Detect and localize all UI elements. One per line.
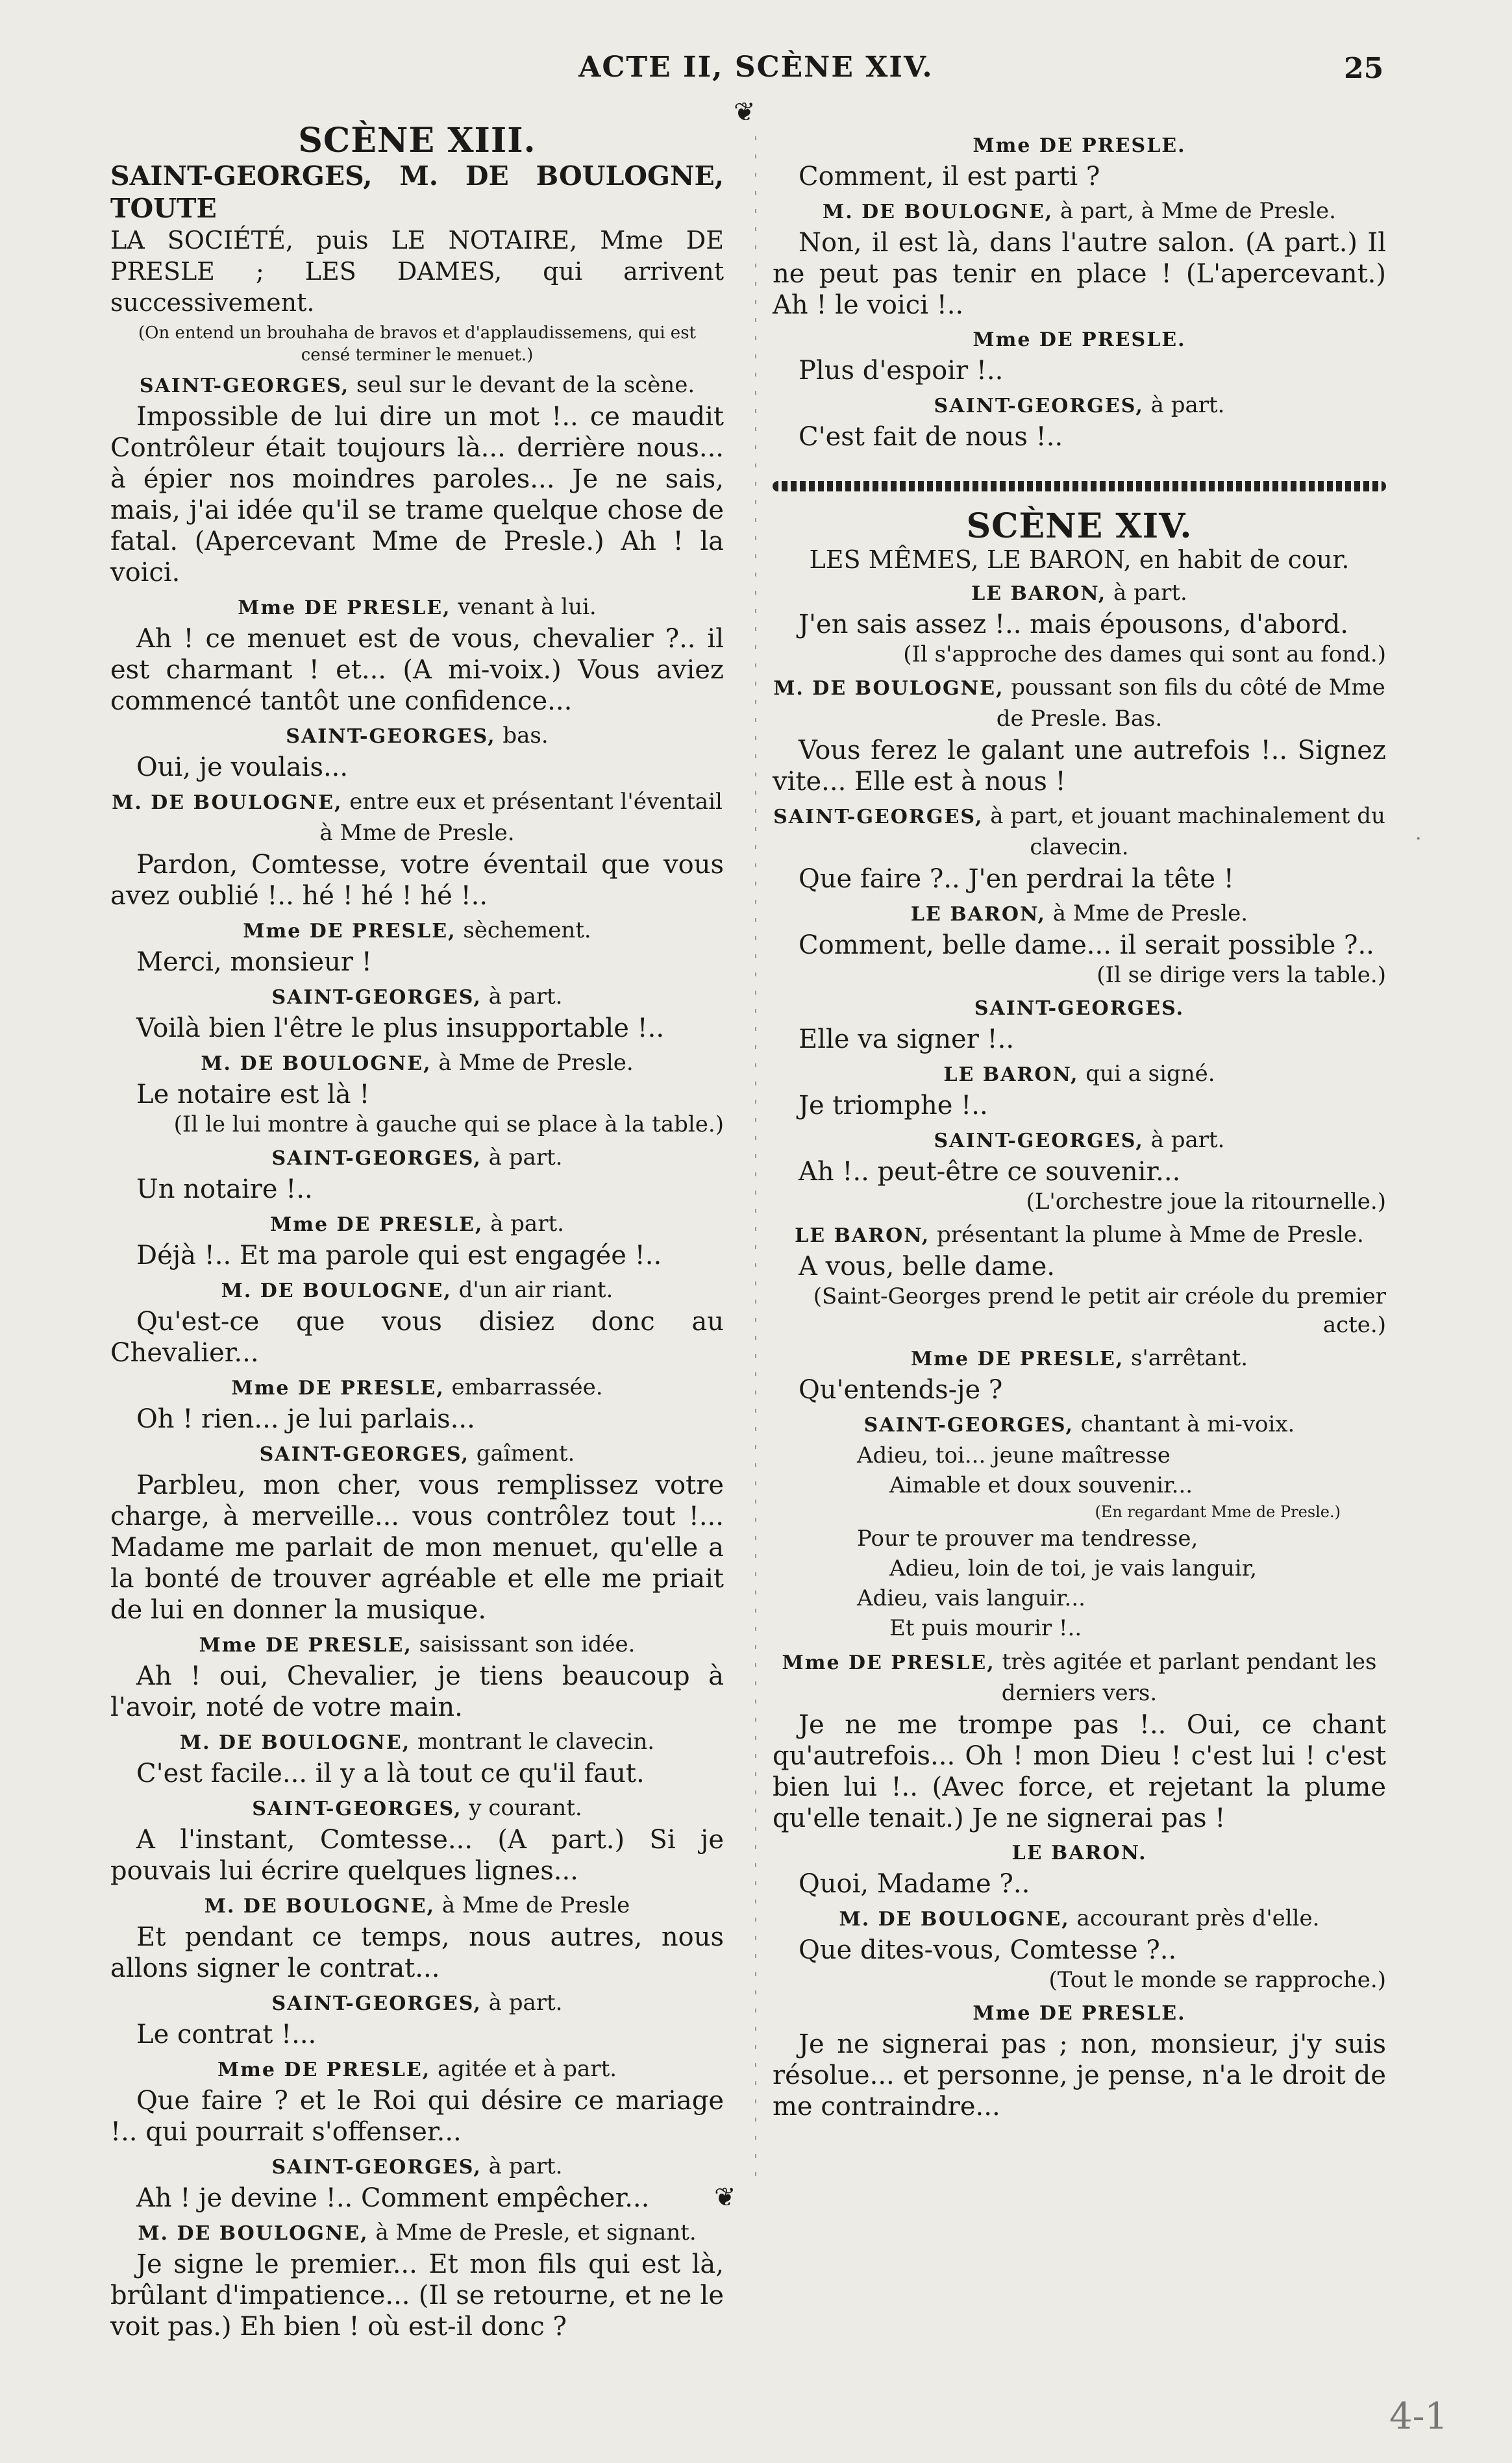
speaker-label: SAINT-GEORGES, [286,725,496,748]
speaker-direction: chantant à mi-voix. [1073,1411,1295,1437]
speaker-label: M. DE BOULOGNE, [823,201,1054,223]
speaker-label: SAINT-GEORGES, [934,1130,1144,1152]
speaker-label: M. DE BOULOGNE, [201,1052,432,1075]
page-number: 25 [1344,52,1384,85]
dialogue-line: Que faire ? et le Roi qui désire ce mariage !.. qui pourrait s'offenser... [110,2086,724,2147]
speaker-name [110,915,724,947]
speaker-name [110,1143,724,1174]
speaker-label: LE BARON, [943,1063,1079,1086]
speaker-label: LE BARON, [910,903,1046,926]
dialogue-line: C'est fait de nous !.. [799,422,1063,452]
speaker-direction: y courant. [462,1795,582,1821]
speaker-label: LE BARON. [1011,1842,1147,1864]
dialogue-line: C'est facile... il y a là tout ce qu'il faut. [136,1759,645,1788]
speaker-name [110,1727,724,1758]
speaker-direction: seul sur le devant de la scène. [349,372,695,398]
stray-mark: · [1415,828,1422,850]
dialogue-line: Voilà bien l'être le plus insupportable !.. [136,1013,665,1043]
speaker-direction: très agitée et parlant pendant les derniers vers. [995,1649,1377,1706]
speaker-name [773,1998,1386,2029]
dialogue-line: Ah !.. peut-être ce souvenir... [799,1157,1181,1187]
speaker-name [773,130,1386,161]
speaker-label: M. DE BOULOGNE, [221,1280,452,1302]
speaker-label: SAINT-GEORGES, [934,395,1144,417]
speaker-direction: à part. [1143,392,1225,418]
dialogue-line: Et pendant ce temps, nous autres, nous allons signer le contrat... [110,1922,724,1983]
dialogue-line: A vous, belle dame. [799,1252,1056,1281]
verse-line: Adieu, vais languir... [857,1585,1085,1611]
speaker-name [773,993,1386,1024]
dialogue-line: Le contrat !... [136,2020,317,2049]
speaker-name [110,1209,724,1240]
speaker-name [773,196,1386,227]
dialogue-line: Je triomphe !.. [799,1091,988,1120]
dialogue-line: Elle va signer !.. [799,1024,1015,1054]
dialogue-line: Merci, monsieur ! [136,947,372,977]
dialogue-line: Parbleu, mon cher, vous remplissez votre charge, à merveille... vous contrôlez tout !... Madame me parlait de mon menuet, qu'elle a la bonté de trouver agréable et elle me priait de lui en donner la musique. [110,1470,724,1625]
speaker-direction: saisissant son idée. [412,1631,636,1657]
speaker-label: Mme DE PRESLE, [910,1348,1124,1370]
speaker-direction: entre eux et présentant l'éventail à Mme de Presle. [319,789,723,846]
speaker-name [110,370,724,401]
scene-xiii-note: (On entend un brouhaha de bravos et d'applaudissemens, qui est censé terminer le menuet.) [138,323,696,365]
stage-direction: (Il le lui montre à gauche qui se place à la table.) [173,1111,724,1137]
speaker-name [773,1647,1386,1709]
speaker-name [110,2218,724,2249]
speaker-name [110,1890,724,1922]
speaker-direction: à part. [1106,580,1187,606]
speaker-label: Mme DE PRESLE. [973,328,1186,351]
speaker-name [110,1988,724,2019]
dialogue-line: Je ne signerai pas ; non, monsieur, j'y suis résolue... et personne, je pense, n'a le droit de me contraindre... [773,2029,1386,2122]
speaker-name [110,1275,724,1306]
speaker-name [110,982,724,1013]
speaker-label: Mme DE PRESLE, [199,1634,412,1657]
speaker-label: SAINT-GEORGES, [271,1147,482,1170]
speaker-direction: montrant le clavecin. [410,1729,655,1755]
speaker-label: Mme DE PRESLE, [217,2059,431,2081]
speaker-direction: à part. [483,1211,564,1237]
speaker-name [773,390,1386,421]
speaker-direction: sèchement. [456,917,591,943]
speaker-direction: embarrassée. [444,1374,603,1400]
dialogue-line: Comment, il est parti ? [799,162,1100,192]
speaker-label: M. DE BOULOGNE, [179,1731,411,1754]
speaker-label: SAINT-GEORGES, [259,1443,469,1466]
dialogue-line: Le notaire est là ! [136,1080,370,1109]
speaker-label: SAINT-GEORGES, [863,1414,1074,1437]
speaker-label: Mme DE PRESLE. [973,134,1186,157]
speaker-name [110,592,724,623]
speaker-name [110,2054,724,2085]
song-verse-note: (En regardant Mme de Presle.) [1095,1503,1341,1521]
speaker-direction: à Mme de Presle, et signant. [368,2220,697,2246]
speaker-label: M. DE BOULOGNE, [839,1908,1070,1931]
speaker-direction: à Mme de Presle [434,1892,630,1918]
speaker-label: Mme DE PRESLE. [973,2002,1186,2025]
speaker-name [773,673,1386,735]
speaker-label: M. DE BOULOGNE, [204,1895,435,1918]
speaker-name [110,2151,724,2183]
speaker-label: SAINT-GEORGES, [252,1798,462,1820]
dialogue-line: Déjà !.. Et ma parole qui est engagée !.. [136,1241,662,1270]
speaker-direction: gaîment. [469,1441,575,1467]
speaker-name [110,1629,724,1661]
stage-direction: (Saint-Georges prend le petit air créole du premier acte.) [813,1283,1386,1338]
speaker-direction: agitée et à part. [430,2056,617,2082]
ornament-bottom-icon: ❦ [714,2183,736,2212]
stage-direction: (L'orchestre joue la ritournelle.) [1026,1189,1386,1215]
right-dialogue-b [773,578,1386,1441]
dialogue-line: J'en sais assez !.. mais épousons, d'abord. [799,610,1349,639]
dialogue-line: Comment, belle dame... il serait possible ?.. [799,930,1374,960]
dialogue-line: Ah ! je devine !.. Comment empêcher... [136,2183,650,2213]
dialogue-line: Quoi, Madame ?.. [799,1869,1030,1899]
dialogue-line: Un notaire !.. [136,1174,313,1204]
speaker-name [110,1048,724,1079]
speaker-direction: à part. [481,1145,563,1170]
speaker-name [773,801,1386,863]
verse-line: Pour te prouver ma tendresse, [857,1526,1198,1552]
dialogue-line: Oh ! rien... je lui parlais... [136,1404,475,1434]
speaker-label: SAINT-GEORGES, [773,806,984,828]
dialogue-line: Pardon, Comtesse, votre éventail que vous avez oublié !.. hé ! hé ! hé !.. [110,850,724,911]
dialogue-line: Plus d'espoir !.. [799,356,1004,386]
speaker-label: LE BARON, [971,582,1107,605]
dialogue-line: Je signe le premier... Et mon fils qui est là, brûlant d'impatience... (Il se retourne, et ne le voit pas.) Eh bien ! où est-il donc ? [110,2249,724,2342]
speaker-label: Mme DE PRESLE, [238,597,451,619]
scene-xiii-title: SCÈNE XIII. [298,121,536,160]
stage-direction: (Tout le monde se rapproche.) [1048,1967,1386,1993]
speaker-name [773,1220,1386,1251]
speaker-direction: accourant près d'elle. [1069,1905,1320,1931]
dialogue-line: Oui, je voulais... [136,752,349,782]
speaker-label: M. DE BOULOGNE, [138,2222,369,2245]
dialogue-line: Je ne me trompe pas !.. Oui, ce chant qu'autrefois... Oh ! mon Dieu ! c'est lui ! c'est bien lui !.. (Avec force, et rejetant la plume qu'elle tenait.) Je ne signerai pas ! [773,1710,1386,1833]
verse-line: Aimable et doux souvenir... [889,1472,1193,1498]
speaker-direction: à part, à Mme de Presle. [1053,198,1336,224]
speaker-name [110,721,724,752]
speaker-name [110,787,724,849]
speaker-direction: à part. [1143,1127,1225,1153]
speaker-label: SAINT-GEORGES, [271,2156,482,2179]
speaker-direction: s'arrêtant. [1124,1345,1248,1371]
speaker-direction: à part, et jouant machinalement du clavecin. [983,803,1385,860]
speaker-direction: à part. [481,2153,563,2179]
speaker-direction: d'un air riant. [451,1277,613,1303]
speaker-name [773,325,1386,355]
scene-xiii-cast: SAINT-GEORGES, M. DE BOULOGNE, TOUTE [110,160,724,224]
dialogue-line: A l'instant, Comtesse... (A part.) Si je pouvais lui écrire quelques lignes... [110,1825,724,1886]
stage-direction: (Il s'approche des dames qui sont au fond.) [903,641,1386,667]
right-column [773,127,1386,2122]
speaker-direction: à Mme de Presle. [431,1050,634,1076]
speaker-label: LE BARON, [795,1224,930,1247]
stage-direction: (Il se dirige vers la table.) [1097,962,1386,988]
speaker-label: Mme DE PRESLE, [243,920,456,943]
speaker-name [773,1059,1386,1090]
speaker-direction: à Mme de Presle. [1045,900,1248,926]
speaker-direction: présentant la plume à Mme de Presle. [930,1222,1364,1248]
corner-mark: 4-1 [1389,2395,1448,2438]
speaker-name [773,578,1386,609]
speaker-direction: à part. [481,1990,563,2016]
speaker-name [773,898,1386,930]
verse-line: Adieu, loin de toi, je vais languir, [889,1555,1258,1581]
right-dialogue-c [773,1647,1386,2122]
dialogue-line: Qu'entends-je ? [799,1375,1003,1405]
speaker-label: M. DE BOULOGNE, [773,677,1004,700]
speaker-label: Mme DE PRESLE, [270,1213,484,1236]
speaker-direction: venant à lui. [451,594,597,620]
ornament-top-icon: ❦ [734,97,756,127]
right-dialogue-a [773,130,1386,452]
speaker-direction: qui a signé. [1078,1061,1215,1087]
speaker-name [110,1372,724,1404]
speaker-name [773,1409,1386,1441]
speaker-name [773,1838,1386,1868]
dialogue-line: Ah ! oui, Chevalier, je tiens beaucoup à l'avoir, noté de votre main. [110,1661,724,1722]
verse-line: Et puis mourir !.. [889,1615,1082,1641]
speaker-direction: à part. [481,984,563,1009]
scene-xiii-cast-cont: LA SOCIÉTÉ, puis LE NOTAIRE, Mme DE PRESLE ; LES DAMES, qui arrivent successivement. [110,226,724,317]
scene-xiv-title: SCÈNE XIV. [966,506,1193,546]
dialogue-line: Non, il est là, dans l'autre salon. (A part.) Il ne peut pas tenir en place ! (L'apercevant.) Ah ! le voici !.. [773,228,1386,320]
speaker-label: SAINT-GEORGES. [974,997,1185,1020]
speaker-name [110,1439,724,1470]
speaker-label: SAINT-GEORGES, [271,1992,482,2015]
speaker-label: SAINT-GEORGES, [271,986,482,1009]
column-divider [755,136,756,2188]
left-dialogue [110,370,724,2342]
running-head: ACTE II, SCÈNE XIV. [578,51,934,84]
speaker-name [773,1343,1386,1374]
dialogue-line: Impossible de lui dire un mot !.. ce maudit Contrôleur était toujours là... derrière nous... à épier nos moindres paroles... Je ne sais, mais, j'ai idée qu'il se trame quelque chose de fatal. (Apercevant Mme de Presle.) Ah ! la voici. [110,402,724,588]
scene-separator [773,481,1386,491]
left-column [110,120,724,2342]
speaker-direction: bas. [495,723,549,749]
dialogue-line: Ah ! ce menuet est de vous, chevalier ?.. il est charmant ! et... (A mi-voix.) Vous aviez commencé tantôt une confidence... [110,624,724,716]
speaker-label: Mme DE PRESLE, [782,1652,995,1674]
dialogue-line: Que faire ?.. J'en perdrai la tête ! [799,864,1234,894]
speaker-name [773,1903,1386,1935]
song-verse-1 [773,1441,1386,1500]
speaker-direction: poussant son fils du côté de Mme de Presle. Bas. [996,675,1385,732]
speaker-label: Mme DE PRESLE, [231,1377,445,1400]
scene-xiv-cast: LES MÊMES, LE BARON, en habit de cour. [809,545,1350,574]
dialogue-line: Que dites-vous, Comtesse ?.. [799,1935,1177,1965]
speaker-name [773,1125,1386,1156]
song-verse-2 [773,1524,1386,1643]
dialogue-line: Qu'est-ce que vous disiez donc au Chevalier... [110,1307,724,1368]
verse-line: Adieu, toi... jeune maîtresse [857,1442,1171,1468]
speaker-name [110,1793,724,1824]
speaker-label: M. DE BOULOGNE, [112,791,343,814]
speaker-label: SAINT-GEORGES, [139,375,350,397]
dialogue-line: Vous ferez le galant une autrefois !.. Signez vite... Elle est à nous ! [773,736,1386,797]
